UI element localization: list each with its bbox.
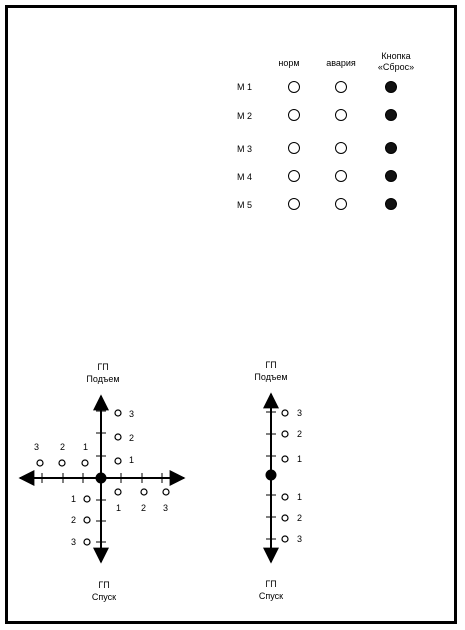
cross-lamp-down-2 [84,517,90,523]
vertical-down-num-2: 2 [297,513,303,523]
cross-lamp-left-2 [59,460,65,466]
column-header-alarm: авария [326,58,356,68]
vertical-up-num-2: 2 [297,429,303,439]
cross-down-num-3: 3 [71,537,77,547]
cross-top-label-up: Подъем [86,374,120,384]
cross-left-num-2: 2 [60,442,66,452]
vertical-position-lamps [282,410,288,542]
cross-lamp-up-1 [115,458,121,464]
cross-left-num-3: 3 [34,442,40,452]
vertical-down-num-1: 1 [297,492,303,502]
vertical-lamp-up-1 [282,456,288,462]
cross-bottom-label-down: Спуск [91,592,117,602]
vertical-bottom-label-down: Спуск [258,591,284,601]
column-header-reset-line2: «Сброс» [377,62,415,72]
cross-lamp-down-3 [84,539,90,545]
cross-up-num-3: 3 [129,409,135,419]
row-label-m4: М 4 [237,172,253,182]
cross-right-num-3: 3 [163,503,169,513]
cross-lamp-right-1 [115,489,121,495]
vertical-lamp-up-3 [282,410,288,416]
cross-lamp-up-2 [115,434,121,440]
vertical-down-num-3: 3 [297,534,303,544]
vertical-lamp-down-2 [282,515,288,521]
cross-lamp-down-1 [84,496,90,502]
vertical-top-label-up: Подъем [254,372,288,382]
vertical-up-num-1: 1 [297,454,303,464]
vertical-up-num-3: 3 [297,408,303,418]
vertical-lamp-down-3 [282,536,288,542]
cross-up-num-1: 1 [129,455,135,465]
row-label-m5: М 5 [237,200,253,210]
vertical-lamp-up-2 [282,431,288,437]
cross-down-num-2: 2 [71,515,77,525]
cross-right-num-1: 1 [116,503,122,513]
cross-lamp-up-3 [115,410,121,416]
cross-lamp-left-3 [37,460,43,466]
cross-lamp-right-3 [163,489,169,495]
column-header-reset-line1: Кнопка [381,51,411,61]
cross-left-num-1: 1 [83,442,89,452]
vertical-top-label-gp: ГП [265,360,277,370]
vertical-lamp-down-1 [282,494,288,500]
cross-center-knob [97,474,106,483]
cross-up-num-2: 2 [129,433,135,443]
cross-lamp-left-1 [82,460,88,466]
cross-lamp-right-2 [141,489,147,495]
cross-down-num-1: 1 [71,494,77,504]
column-header-norm: норм [278,58,300,68]
row-label-m2: М 2 [237,111,253,121]
vertical-joystick [266,394,276,562]
cross-bottom-label-gp: ГП [98,580,110,590]
vertical-center-knob [267,471,276,480]
cross-top-label-gp: ГП [97,362,109,372]
row-label-m3: М 3 [237,144,253,154]
row-label-m1: М 1 [237,82,253,92]
cross-joystick [20,396,184,562]
cross-right-num-2: 2 [141,503,147,513]
vertical-bottom-label-gp: ГП [265,579,277,589]
